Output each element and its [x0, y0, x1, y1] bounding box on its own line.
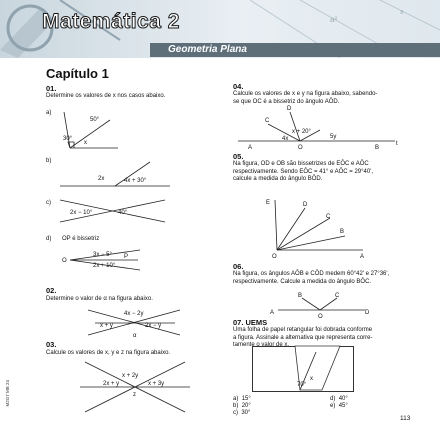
q07-option-d[interactable]: d) 40°: [330, 396, 348, 402]
q07-number: 07. UEMS: [233, 318, 268, 327]
q01c-l2: 40°: [118, 210, 128, 216]
q07-option-b[interactable]: b) 20°: [233, 403, 251, 409]
q01a-angle2: 30°: [63, 136, 73, 142]
svg-text:x: x: [400, 9, 404, 16]
q03-text: Calcule os valores de x, y e z na figura abaixo.: [46, 350, 171, 356]
q05-o: O: [272, 254, 277, 260]
q05-d: D: [303, 202, 308, 208]
q03-left: 2x + y: [103, 381, 120, 387]
q06-b: B: [298, 293, 303, 299]
q07-text-line2: a figura. Assinale a alternativa que representa corre-: [233, 334, 373, 341]
q01d-l1: 3x − 5°: [93, 252, 112, 258]
subject-label: Geometria Plana: [168, 44, 247, 55]
q01b-l2: 4x + 30°: [124, 178, 147, 184]
q05-text-line2: respectivamente. Sendo EÔC = 41° e AÔC = 29°40',: [233, 168, 374, 175]
q06-a: A: [270, 310, 275, 316]
book-title: Matemática 2: [42, 10, 180, 33]
q04-x1: x + 20°: [292, 129, 311, 135]
q04-x2: 4x: [282, 136, 289, 142]
q06-text-line2: respectivamente. Calcule a medida do ângulo BÔC.: [233, 278, 372, 285]
q04-a: A: [248, 145, 253, 151]
q05-b: B: [340, 229, 345, 235]
q02-right: 2x − y: [145, 323, 162, 329]
q06-o: O: [318, 314, 323, 320]
q01d-condition: OP é bissetriz: [62, 236, 100, 242]
q01c-l1: 2x − 10°: [70, 210, 93, 216]
q07-option-c[interactable]: c) 30°: [233, 410, 251, 416]
side-code: M2G7 MB 24: [5, 380, 10, 407]
q02-left: x + y: [100, 323, 113, 329]
q04-o: O: [298, 145, 303, 151]
q06-text-line1: Na figura, os ângulos AÔB e CÔD medem 60°42' e 27°36',: [233, 271, 390, 277]
q04-b: B: [375, 145, 380, 151]
svg-text:a²: a²: [330, 15, 338, 24]
q01b-label: b): [46, 158, 52, 164]
q07-option-a[interactable]: a) 15°: [233, 396, 251, 402]
q02-number: 02.: [46, 286, 57, 295]
q04-d: D: [287, 106, 292, 112]
q07-option-e[interactable]: e) 45°: [330, 403, 348, 409]
q01a-x: x: [84, 140, 87, 146]
q05-e: E: [266, 200, 271, 206]
q01a-label: a): [46, 110, 52, 116]
q04-y: 5y: [330, 134, 337, 140]
q07-x: x: [310, 376, 313, 382]
q04-number: 04.: [233, 82, 244, 91]
q04-t: t: [396, 141, 398, 147]
q01-text: Determine os valores de x nos casos abaixo.: [46, 93, 166, 99]
q05-text-line1: Na figura, OD e OB são bissetrizes de EÔC e AÔC: [233, 161, 369, 167]
q01d-o: O: [62, 258, 67, 264]
q03-number: 03.: [46, 340, 57, 349]
q05-text-line3: calcule a medida do ângulo BÔD.: [233, 176, 323, 182]
page-number: 113: [400, 415, 411, 422]
q07-text-line3: tamente o valor de x.: [233, 342, 290, 348]
q02-text: Determine o valor de α na figura abaixo.: [46, 296, 153, 302]
q01c-label: c): [46, 200, 51, 206]
q01d-label: d): [46, 236, 52, 242]
q01a-angle1: 50°: [90, 117, 100, 123]
q06-c: C: [335, 293, 340, 299]
q03-top: x + 2y: [122, 373, 139, 379]
q05-a: A: [360, 254, 365, 260]
q07-angle: 70°: [297, 382, 307, 388]
q01b-l1: 2x: [98, 176, 105, 182]
q02-top: 4x − 2y: [124, 311, 144, 317]
q01-number: 01.: [46, 84, 57, 93]
q01d-l2: 2x + 10°: [93, 263, 116, 269]
chapter-title: Capítulo 1: [46, 66, 109, 81]
q04-text-line1: Calcule os valores de x e y na figura abaixo, sabendo-: [233, 91, 378, 97]
q05-number: 05.: [233, 152, 244, 161]
q03-bottom: z: [133, 392, 136, 398]
q03-right: x + 3y: [148, 381, 165, 387]
q04-c: C: [265, 118, 270, 124]
q01d-p: P: [124, 254, 129, 260]
q06-number: 06.: [233, 262, 244, 271]
q04-text-line2: se que OC é a bissetriz do ângulo AÔD.: [233, 98, 340, 105]
q07-text-line1: Uma folha de papel retangular foi dobrada conforme: [233, 327, 373, 333]
q05-c: C: [326, 214, 331, 220]
q02-bottom: α: [133, 333, 137, 339]
q06-d: D: [365, 310, 370, 316]
